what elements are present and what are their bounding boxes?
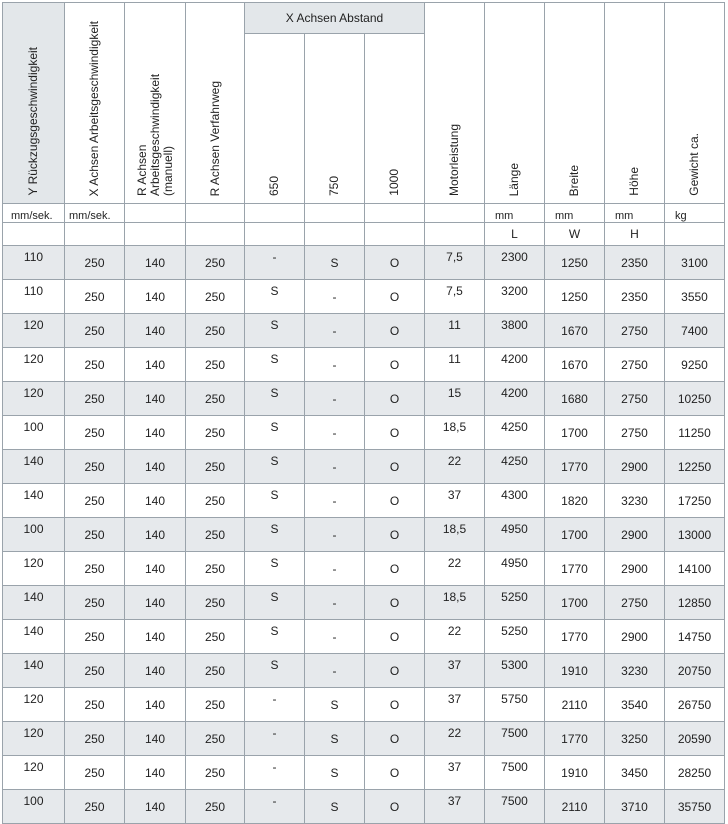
cell-y-speed: 120 [3,722,65,756]
cell-motor: 11 [425,314,485,348]
cell-d750: - [305,654,365,688]
cell-d750: S [305,246,365,280]
cell-y-speed: 120 [3,348,65,382]
col-header-y-speed-label: Y Rückzugsgeschwindigkeit [26,47,40,196]
cell-y-speed: 120 [3,756,65,790]
table-row [3,756,725,790]
cell-width: 1250 [545,246,605,280]
cell-x-speed: 250 [65,314,125,348]
cell-length: 4300 [485,484,545,518]
cell-d750: - [305,348,365,382]
cell-height: 2350 [605,246,665,280]
cell-d650: - [245,246,305,280]
letters-row [3,223,725,246]
cell-d750: - [305,552,365,586]
cell-d1000: O [365,246,425,280]
table-row [3,246,725,280]
table-row [3,416,725,450]
cell-width: 1670 [545,314,605,348]
cell-height: 3540 [605,688,665,722]
cell-weight: 17250 [665,484,725,518]
cell-length: 7500 [485,722,545,756]
cell-r-travel: 250 [186,790,245,824]
cell-width: 1700 [545,518,605,552]
cell-d750: - [305,280,365,314]
cell-x-speed: 250 [65,280,125,314]
table-row [3,314,725,348]
cell-length: 4250 [485,416,545,450]
cell-r-speed: 140 [125,450,186,484]
cell-length: 3200 [485,280,545,314]
letter-height: H [605,223,665,246]
cell-weight: 3550 [665,280,725,314]
cell-d650: S [245,382,305,416]
cell-length: 5750 [485,688,545,722]
cell-d1000: O [365,756,425,790]
cell-length: 4950 [485,518,545,552]
cell-weight: 35750 [665,790,725,824]
cell-height: 3450 [605,756,665,790]
cell-y-speed: 140 [3,450,65,484]
cell-d1000: O [365,552,425,586]
cell-d750: S [305,722,365,756]
cell-length: 5250 [485,586,545,620]
cell-d1000: O [365,450,425,484]
cell-weight: 11250 [665,416,725,450]
cell-d650: S [245,620,305,654]
cell-length: 4250 [485,450,545,484]
cell-y-speed: 140 [3,654,65,688]
cell-r-travel: 250 [186,756,245,790]
cell-d1000: O [365,484,425,518]
col-header-r-travel-label: R Achsen Verfahrweg [207,80,222,196]
col-header-x-speed [65,3,125,204]
cell-d1000: O [365,654,425,688]
cell-r-travel: 250 [186,416,245,450]
cell-r-travel: 250 [186,314,245,348]
col-header-1000-label: 1000 [387,169,401,196]
cell-weight: 12250 [665,450,725,484]
cell-d1000: O [365,348,425,382]
cell-d750: - [305,382,365,416]
cell-weight: 28250 [665,756,725,790]
cell-height: 2900 [605,518,665,552]
cell-motor: 37 [425,484,485,518]
cell-weight: 13000 [665,518,725,552]
cell-d1000: O [365,586,425,620]
cell-weight: 26750 [665,688,725,722]
cell-length: 4200 [485,348,545,382]
cell-d650: S [245,348,305,382]
cell-r-speed: 140 [125,790,186,824]
cell-weight: 12850 [665,586,725,620]
table-row [3,552,725,586]
cell-y-speed: 110 [3,280,65,314]
cell-width: 1910 [545,654,605,688]
col-header-1000 [365,34,425,204]
cell-height: 2750 [605,348,665,382]
col-header-height [605,3,665,204]
cell-d750: - [305,484,365,518]
cell-x-speed: 250 [65,756,125,790]
cell-d650: S [245,654,305,688]
cell-x-speed: 250 [65,654,125,688]
cell-length: 7500 [485,756,545,790]
cell-motor: 37 [425,688,485,722]
col-header-length [485,3,545,204]
cell-width: 1770 [545,620,605,654]
cell-y-speed: 140 [3,586,65,620]
cell-d1000: O [365,722,425,756]
cell-r-travel: 250 [186,586,245,620]
cell-height: 2750 [605,586,665,620]
cell-r-travel: 250 [186,722,245,756]
cell-x-speed: 250 [65,382,125,416]
col-header-r-speed [125,3,186,204]
cell-weight: 14750 [665,620,725,654]
cell-x-speed: 250 [65,722,125,756]
cell-d1000: O [365,314,425,348]
cell-height: 3250 [605,722,665,756]
unit-width: mm [545,204,605,223]
col-header-motor [425,3,485,204]
cell-width: 2110 [545,688,605,722]
cell-r-speed: 140 [125,620,186,654]
col-group-x-distance: X Achsen Abstand [245,3,425,34]
cell-d1000: O [365,416,425,450]
cell-r-speed: 140 [125,518,186,552]
cell-height: 3230 [605,484,665,518]
cell-r-travel: 250 [186,620,245,654]
cell-height: 3230 [605,654,665,688]
cell-r-travel: 250 [186,280,245,314]
cell-y-speed: 120 [3,552,65,586]
cell-y-speed: 120 [3,314,65,348]
cell-r-speed: 140 [125,280,186,314]
cell-width: 1680 [545,382,605,416]
unit-weight: kg [665,204,725,223]
col-header-r-travel [186,3,245,204]
cell-y-speed: 100 [3,518,65,552]
table-row [3,382,725,416]
cell-height: 3710 [605,790,665,824]
table-row [3,450,725,484]
cell-d750: S [305,756,365,790]
cell-r-speed: 140 [125,416,186,450]
col-header-y-speed [3,3,65,204]
cell-r-speed: 140 [125,484,186,518]
col-header-weight-label: Gewicht ca. [687,133,702,196]
cell-r-travel: 250 [186,348,245,382]
cell-width: 1700 [545,416,605,450]
units-row [3,204,725,223]
cell-d750: - [305,314,365,348]
cell-x-speed: 250 [65,688,125,722]
col-header-750-label: 750 [327,175,341,196]
cell-y-speed: 140 [3,620,65,654]
cell-r-speed: 140 [125,722,186,756]
spec-table [2,2,725,824]
cell-motor: 18,5 [425,416,485,450]
cell-y-speed: 120 [3,382,65,416]
cell-r-speed: 140 [125,688,186,722]
cell-d750: S [305,790,365,824]
cell-length: 4950 [485,552,545,586]
cell-d1000: O [365,518,425,552]
cell-weight: 20750 [665,654,725,688]
table-row [3,722,725,756]
cell-motor: 7,5 [425,246,485,280]
unit-x-speed: mm/sek. [65,204,125,223]
col-header-motor-label: Motorleistung [447,123,462,196]
cell-d650: S [245,586,305,620]
cell-width: 1770 [545,722,605,756]
table-row [3,484,725,518]
unit-length: mm [485,204,545,223]
cell-motor: 37 [425,756,485,790]
cell-height: 2750 [605,382,665,416]
cell-d650: S [245,552,305,586]
letter-length: L [485,223,545,246]
cell-d650: - [245,756,305,790]
table-row [3,620,725,654]
cell-motor: 22 [425,620,485,654]
cell-d650: S [245,280,305,314]
cell-d1000: O [365,382,425,416]
cell-length: 7500 [485,790,545,824]
cell-height: 2350 [605,280,665,314]
col-header-750 [305,34,365,204]
cell-r-speed: 140 [125,314,186,348]
table-row [3,280,725,314]
cell-r-speed: 140 [125,586,186,620]
cell-weight: 14100 [665,552,725,586]
cell-r-speed: 140 [125,382,186,416]
table-row [3,348,725,382]
cell-d650: S [245,450,305,484]
col-header-650 [245,34,305,204]
cell-weight: 20590 [665,722,725,756]
cell-y-speed: 110 [3,246,65,280]
cell-d750: - [305,586,365,620]
cell-d1000: O [365,688,425,722]
cell-width: 1770 [545,552,605,586]
cell-x-speed: 250 [65,416,125,450]
cell-weight: 9250 [665,348,725,382]
cell-d650: - [245,688,305,722]
cell-width: 1820 [545,484,605,518]
cell-d1000: O [365,280,425,314]
cell-motor: 11 [425,348,485,382]
cell-y-speed: 100 [3,416,65,450]
cell-d650: S [245,416,305,450]
col-header-length-label: Länge [507,162,522,196]
cell-motor: 22 [425,450,485,484]
cell-width: 1770 [545,450,605,484]
cell-length: 5250 [485,620,545,654]
cell-weight: 7400 [665,314,725,348]
cell-r-travel: 250 [186,688,245,722]
cell-motor: 22 [425,722,485,756]
cell-y-speed: 120 [3,688,65,722]
cell-height: 2900 [605,552,665,586]
cell-x-speed: 250 [65,484,125,518]
cell-r-travel: 250 [186,382,245,416]
cell-weight: 10250 [665,382,725,416]
letter-width: W [545,223,605,246]
cell-r-speed: 140 [125,552,186,586]
cell-motor: 37 [425,654,485,688]
table-row [3,790,725,824]
col-header-650-label: 650 [267,175,281,196]
cell-d750: - [305,450,365,484]
cell-motor: 18,5 [425,586,485,620]
cell-x-speed: 250 [65,620,125,654]
table-row [3,654,725,688]
col-header-width [545,3,605,204]
cell-r-travel: 250 [186,552,245,586]
cell-height: 2750 [605,314,665,348]
table-row [3,586,725,620]
cell-d1000: O [365,620,425,654]
cell-d750: - [305,620,365,654]
cell-y-speed: 140 [3,484,65,518]
cell-r-speed: 140 [125,654,186,688]
unit-y-speed: mm/sek. [3,204,65,223]
cell-motor: 22 [425,552,485,586]
cell-r-speed: 140 [125,246,186,280]
cell-width: 1250 [545,280,605,314]
cell-motor: 7,5 [425,280,485,314]
cell-height: 2900 [605,450,665,484]
cell-width: 1700 [545,586,605,620]
cell-width: 1910 [545,756,605,790]
cell-d650: S [245,314,305,348]
cell-r-speed: 140 [125,348,186,382]
cell-width: 2110 [545,790,605,824]
cell-x-speed: 250 [65,586,125,620]
cell-r-travel: 250 [186,450,245,484]
table-row [3,518,725,552]
cell-d650: S [245,518,305,552]
cell-x-speed: 250 [65,450,125,484]
unit-height: mm [605,204,665,223]
cell-x-speed: 250 [65,790,125,824]
table-row [3,688,725,722]
cell-d1000: O [365,790,425,824]
col-header-x-speed-label: X Achsen Arbeitsgeschwindigkeit [87,20,101,196]
cell-r-travel: 250 [186,518,245,552]
cell-length: 5300 [485,654,545,688]
cell-d650: - [245,722,305,756]
cell-length: 4200 [485,382,545,416]
cell-r-travel: 250 [186,654,245,688]
cell-x-speed: 250 [65,552,125,586]
cell-r-travel: 250 [186,484,245,518]
cell-d650: - [245,790,305,824]
cell-x-speed: 250 [65,348,125,382]
cell-r-travel: 250 [186,246,245,280]
cell-d750: S [305,688,365,722]
col-header-width-label: Breite [567,164,582,196]
cell-length: 2300 [485,246,545,280]
cell-motor: 37 [425,790,485,824]
cell-height: 2750 [605,416,665,450]
cell-length: 3800 [485,314,545,348]
cell-d750: - [305,416,365,450]
cell-d650: S [245,484,305,518]
col-header-r-speed-label: R Achsen Arbeitsgeschwindigkeit (manuell) [134,73,175,196]
cell-x-speed: 250 [65,246,125,280]
cell-d750: - [305,518,365,552]
cell-motor: 18,5 [425,518,485,552]
cell-height: 2900 [605,620,665,654]
col-header-height-label: Höhe [627,167,642,196]
cell-motor: 15 [425,382,485,416]
cell-weight: 3100 [665,246,725,280]
cell-r-speed: 140 [125,756,186,790]
cell-y-speed: 100 [3,790,65,824]
cell-width: 1670 [545,348,605,382]
cell-x-speed: 250 [65,518,125,552]
col-header-weight [665,3,725,204]
